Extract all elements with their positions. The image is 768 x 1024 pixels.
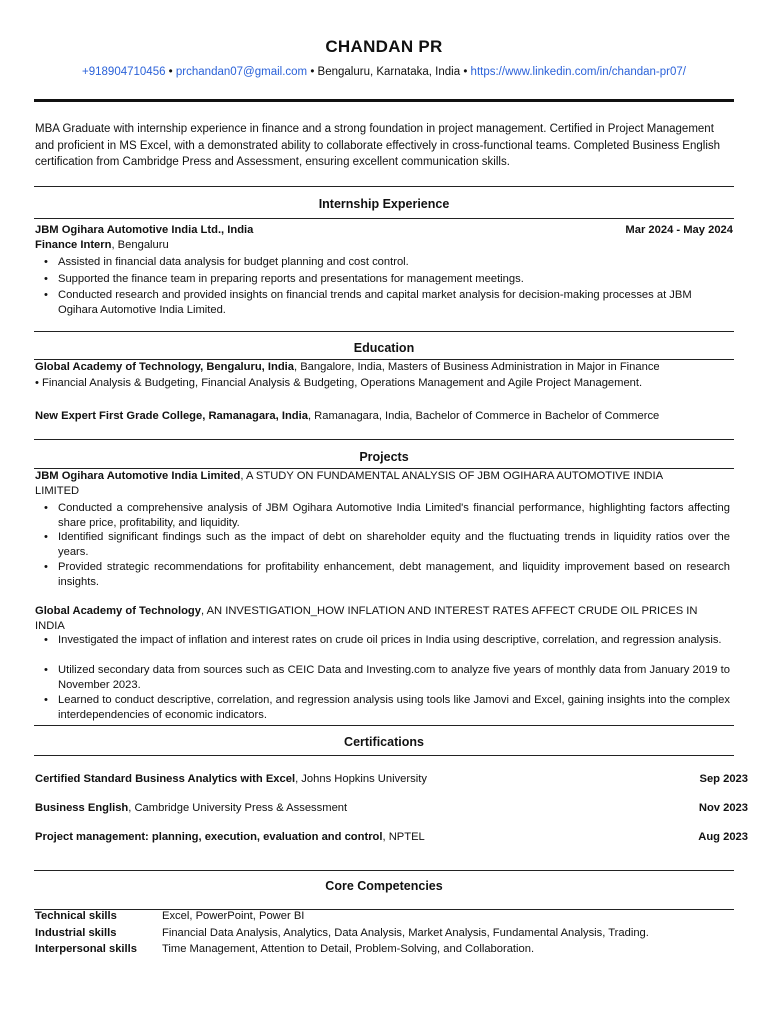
project-org: Global Academy of Technology	[35, 605, 201, 617]
list-item: • Identified significant findings such as the impact of debt on shareholder equity and the fluctuating trends in liquidity ratios over the years.	[44, 531, 730, 558]
competency-value: Time Management, Attention to Detail, Problem-Solving, and Collaboration.	[162, 943, 535, 955]
certification-row	[35, 802, 748, 814]
separator: •	[307, 66, 318, 78]
list-item: • Learned to conduct descriptive, correlation, and regression analysis using tools like Jamovi and Excel, gaining insights into the complex interdependencies of economic indicators.	[44, 694, 730, 721]
bullet-icon: •	[44, 694, 48, 706]
section-title-internship: Internship Experience	[318, 197, 450, 211]
section-divider	[34, 331, 734, 332]
list-item: • Provided strategic recommendations for profitability enhancement, debt management, and liquidity improvement based on research insights.	[44, 561, 730, 588]
competency-value: Excel, PowerPoint, Power BI	[162, 910, 305, 922]
list-item: • Utilized secondary data from sources such as CEIC Data and Investing.com to analyze five years of monthly data from January 2019 to November 2023.	[44, 664, 730, 691]
internship-role-row	[35, 238, 733, 253]
section-underline	[34, 218, 734, 219]
certification-date: Nov 2023	[698, 802, 748, 814]
certification-row	[35, 831, 748, 843]
section-divider	[34, 725, 734, 726]
school-details: , Ramanagara, India, Bachelor of Commerce in Bachelor of Commerce	[307, 410, 660, 422]
internship-company-row	[35, 223, 733, 238]
bullet-icon: •	[44, 289, 48, 301]
bullet-icon: •	[44, 502, 48, 514]
bullet-icon: •	[44, 634, 48, 646]
location-text: Bengaluru, Karnataka, India	[317, 66, 461, 78]
certification-name: Business English	[35, 802, 129, 814]
bullet-icon: •	[44, 531, 48, 543]
bullet-icon: •	[44, 256, 48, 268]
project-desc: , A STUDY ON FUNDAMENTAL ANALYSIS OF JBM OGIHARA AUTOMOTIVE INDIA LIMITED	[35, 470, 663, 497]
competency-label: Technical skills	[35, 910, 117, 922]
contact-line	[0, 66, 768, 78]
school-details: , Bangalore, India, Masters of Business Administration in Major in Finance	[294, 361, 660, 373]
certification-name: Project management: planning, execution, evaluation and control	[35, 831, 383, 843]
certification-issuer: , NPTEL	[382, 831, 425, 843]
section-title-competencies: Core Competencies	[325, 879, 443, 893]
bullet-icon: •	[44, 273, 48, 285]
section-underline	[34, 755, 734, 756]
project-org: JBM Ogihara Automotive India Limited	[35, 470, 241, 482]
candidate-name: CHANDAN PR	[325, 37, 443, 56]
list-item: • Assisted in financial data analysis for budget planning and cost control.	[44, 256, 409, 268]
certification-issuer: , Johns Hopkins University	[295, 773, 427, 785]
section-title-certifications: Certifications	[344, 735, 424, 749]
section-title-education: Education	[353, 341, 415, 355]
internship-company: JBM Ogihara Automotive India Ltd., India	[35, 224, 254, 236]
list-item: • Conducted a comprehensive analysis of JBM Ogihara Automotive India Limited's financial performance, highlighting factors affecting share price, profitability, and liquidity.	[44, 502, 730, 529]
school-name: Global Academy of Technology, Bengaluru, India	[35, 361, 294, 373]
list-item: • Investigated the impact of inflation and interest rates on crude oil prices in India using descriptive, correlation, and regression analysis.	[44, 634, 722, 646]
summary-paragraph: MBA Graduate with internship experience in finance and a strong foundation in project management. Certified in Project Management and proficient in MS Excel, with a demonstrated ability to collaborate effectively in cross-functional teams. Completed Business English certification from Cambridge Press and Assessment, ensuring excellent communication skills.	[35, 123, 721, 168]
project-desc: , AN INVESTIGATION_HOW INFLATION AND INTEREST RATES AFFECT CRUDE OIL PRICES IN INDIA	[35, 605, 698, 632]
phone-link[interactable]: +918904710456	[82, 66, 166, 78]
separator: •	[460, 66, 471, 78]
bullet-icon: •	[35, 377, 39, 389]
internship-role: Finance Intern	[35, 239, 112, 251]
section-divider	[34, 870, 734, 871]
bullet-icon: •	[44, 664, 48, 676]
project-heading	[35, 469, 695, 499]
school-name: New Expert First Grade College, Ramanagara, India	[35, 410, 308, 422]
certification-row	[35, 773, 748, 785]
header-divider	[34, 99, 734, 102]
section-divider	[34, 439, 734, 440]
list-item: • Financial Analysis & Budgeting, Financial Analysis & Budgeting, Operations Management and Agile Project Management.	[35, 377, 643, 389]
certification-date: Sep 2023	[699, 773, 748, 785]
list-item: • Supported the finance team in preparing reports and presentations for management meetings.	[44, 273, 524, 285]
competency-label: Interpersonal skills	[35, 943, 137, 955]
competency-value: Financial Data Analysis, Analytics, Data Analysis, Market Analysis, Fundamental Analysis, Trading.	[162, 927, 649, 939]
email-link[interactable]: prchandan07@gmail.com	[175, 66, 308, 78]
section-divider	[34, 186, 734, 187]
project-heading	[35, 604, 715, 634]
bullet-icon: •	[44, 561, 48, 573]
internship-role-location: , Bengaluru	[111, 239, 169, 251]
certification-name: Certified Standard Business Analytics with Excel	[35, 773, 296, 785]
separator: •	[165, 66, 176, 78]
education-entry	[35, 360, 733, 375]
list-item: • Conducted research and provided insights on financial trends and capital market analysis for decision-making processes at JBM Ogihara Automotive India Limited.	[44, 289, 692, 316]
linkedin-link[interactable]: https://www.linkedin.com/in/chandan-pr07/	[470, 66, 686, 78]
education-entry	[35, 409, 733, 424]
competency-label: Industrial skills	[35, 927, 117, 939]
internship-dates: Mar 2024 - May 2024	[625, 224, 733, 236]
certification-issuer: , Cambridge University Press & Assessment	[128, 802, 348, 814]
section-title-projects: Projects	[359, 450, 409, 464]
certification-date: Aug 2023	[698, 831, 748, 843]
